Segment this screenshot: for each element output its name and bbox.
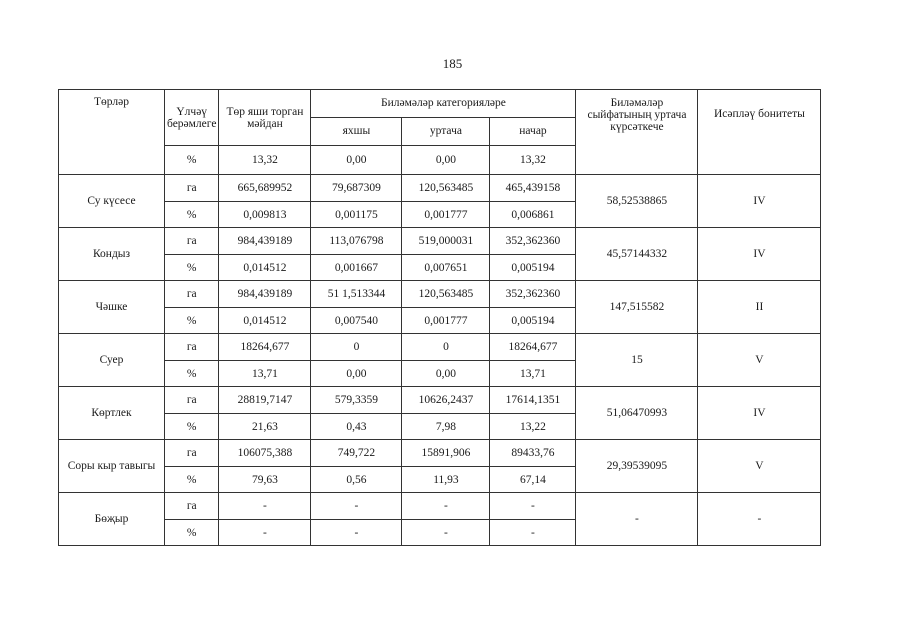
pct-good-cell: - [311, 520, 402, 546]
pct-unit-cell: % [165, 414, 219, 440]
species-name: Бөҗыр [59, 493, 165, 546]
pct-good-cell: 0,007540 [311, 308, 402, 334]
pct-good-cell: 0,00 [311, 361, 402, 387]
pct-unit-cell: % [165, 255, 219, 281]
pct-medium-cell: 7,98 [402, 414, 490, 440]
pct-area-cell: 79,63 [219, 467, 311, 493]
ha-area-cell: 984,439189 [219, 228, 311, 255]
pct-medium-cell: 0,00 [402, 361, 490, 387]
ha-area-cell: 106075,388 [219, 440, 311, 467]
table-row [59, 440, 821, 467]
ha-unit-cell: га [165, 334, 219, 361]
ha-unit-cell: га [165, 281, 219, 308]
ha-medium-cell: 10626,2437 [402, 387, 490, 414]
ha-bad-cell: 18264,677 [490, 334, 576, 361]
ha-bad-cell: 17614,1351 [490, 387, 576, 414]
pct-bad-cell: 0,005194 [490, 255, 576, 281]
species-name: Соры кыр тавыгы [59, 440, 165, 493]
ha-bad-cell: 352,362360 [490, 228, 576, 255]
species-name: Чәшке [59, 281, 165, 334]
pct-good-cell: 0,43 [311, 414, 402, 440]
bonitet-cell: II [698, 281, 821, 334]
ha-medium-cell: 120,563485 [402, 175, 490, 202]
pct-bad-cell: 0,005194 [490, 308, 576, 334]
pct-area-cell: 0,009813 [219, 202, 311, 228]
ha-area-cell: 984,439189 [219, 281, 311, 308]
ha-unit-cell: га [165, 440, 219, 467]
species-name: Кондыз [59, 228, 165, 281]
header-percent-bad: 13,32 [490, 146, 576, 175]
ha-medium-cell: 120,563485 [402, 281, 490, 308]
table-row [59, 175, 821, 202]
quality-cell: 51,06470993 [576, 387, 698, 440]
pct-medium-cell: 0,007651 [402, 255, 490, 281]
header-good: яхшы [311, 117, 402, 146]
pct-medium-cell: 11,93 [402, 467, 490, 493]
header-percent-good: 0,00 [311, 146, 402, 175]
species-name: Су күсесе [59, 175, 165, 228]
ha-bad-cell: 89433,76 [490, 440, 576, 467]
pct-good-cell: 0,56 [311, 467, 402, 493]
pct-unit-cell: % [165, 520, 219, 546]
pct-unit-cell: % [165, 361, 219, 387]
table-row [59, 387, 821, 414]
pct-bad-cell: 67,14 [490, 467, 576, 493]
bonitet-cell: IV [698, 387, 821, 440]
pct-medium-cell: - [402, 520, 490, 546]
ha-unit-cell: га [165, 387, 219, 414]
pct-area-cell: 0,014512 [219, 255, 311, 281]
ha-unit-cell: га [165, 175, 219, 202]
ha-area-cell: 28819,7147 [219, 387, 311, 414]
header-categories: Биләмәләр категорияләре [311, 90, 576, 118]
pct-area-cell: - [219, 520, 311, 546]
ha-good-cell: 0 [311, 334, 402, 361]
quality-cell: 29,39539095 [576, 440, 698, 493]
page-number: 185 [442, 56, 463, 71]
ha-good-cell: 749,722 [311, 440, 402, 467]
species-name: Суер [59, 334, 165, 387]
quality-cell: 147,515582 [576, 281, 698, 334]
ha-medium-cell: 519,000031 [402, 228, 490, 255]
ha-area-cell: - [219, 493, 311, 520]
pct-bad-cell: 13,22 [490, 414, 576, 440]
ha-bad-cell: 465,439158 [490, 175, 576, 202]
ha-medium-cell: 0 [402, 334, 490, 361]
bonitet-cell: - [698, 493, 821, 546]
ha-good-cell: 113,076798 [311, 228, 402, 255]
ha-unit-cell: га [165, 493, 219, 520]
pct-medium-cell: 0,001777 [402, 202, 490, 228]
header-percent-unit: % [165, 146, 219, 175]
table-row [59, 281, 821, 308]
quality-cell: - [576, 493, 698, 546]
header-quality: Биләмәләр сыйфатының уртача күрсәткече [576, 90, 698, 175]
ha-bad-cell: 352,362360 [490, 281, 576, 308]
quality-cell: 58,52538865 [576, 175, 698, 228]
header-bad: начар [490, 117, 576, 146]
table-row [59, 493, 821, 520]
ha-good-cell: 51 1,513344 [311, 281, 402, 308]
pct-bad-cell: 0,006861 [490, 202, 576, 228]
table-row [59, 334, 821, 361]
pct-unit-cell: % [165, 308, 219, 334]
ha-area-cell: 665,689952 [219, 175, 311, 202]
pct-bad-cell: 13,71 [490, 361, 576, 387]
pct-bad-cell: - [490, 520, 576, 546]
ha-good-cell: 579,3359 [311, 387, 402, 414]
ha-bad-cell: - [490, 493, 576, 520]
pct-unit-cell: % [165, 202, 219, 228]
table-row [59, 228, 821, 255]
ha-medium-cell: - [402, 493, 490, 520]
pct-area-cell: 0,014512 [219, 308, 311, 334]
species-name: Көртлек [59, 387, 165, 440]
quality-cell: 15 [576, 334, 698, 387]
quality-cell: 45,57144332 [576, 228, 698, 281]
species-land-table [58, 89, 821, 546]
header-unit: Үлчәү берәмлеге [165, 90, 219, 146]
ha-good-cell: - [311, 493, 402, 520]
header-percent-medium: 0,00 [402, 146, 490, 175]
bonitet-cell: IV [698, 175, 821, 228]
ha-good-cell: 79,687309 [311, 175, 402, 202]
pct-unit-cell: % [165, 467, 219, 493]
pct-good-cell: 0,001175 [311, 202, 402, 228]
header-percent-area: 13,32 [219, 146, 311, 175]
bonitet-cell: V [698, 334, 821, 387]
bonitet-cell: IV [698, 228, 821, 281]
header-types: Төрләр [59, 90, 165, 175]
pct-medium-cell: 0,001777 [402, 308, 490, 334]
pct-area-cell: 21,63 [219, 414, 311, 440]
ha-medium-cell: 15891,906 [402, 440, 490, 467]
header-area: Төр яши торган мәйдан [219, 90, 311, 146]
pct-area-cell: 13,71 [219, 361, 311, 387]
bonitet-cell: V [698, 440, 821, 493]
header-bonitet: Исәпләү бонитеты [698, 90, 821, 175]
pct-good-cell: 0,001667 [311, 255, 402, 281]
ha-area-cell: 18264,677 [219, 334, 311, 361]
ha-unit-cell: га [165, 228, 219, 255]
header-medium: уртача [402, 117, 490, 146]
